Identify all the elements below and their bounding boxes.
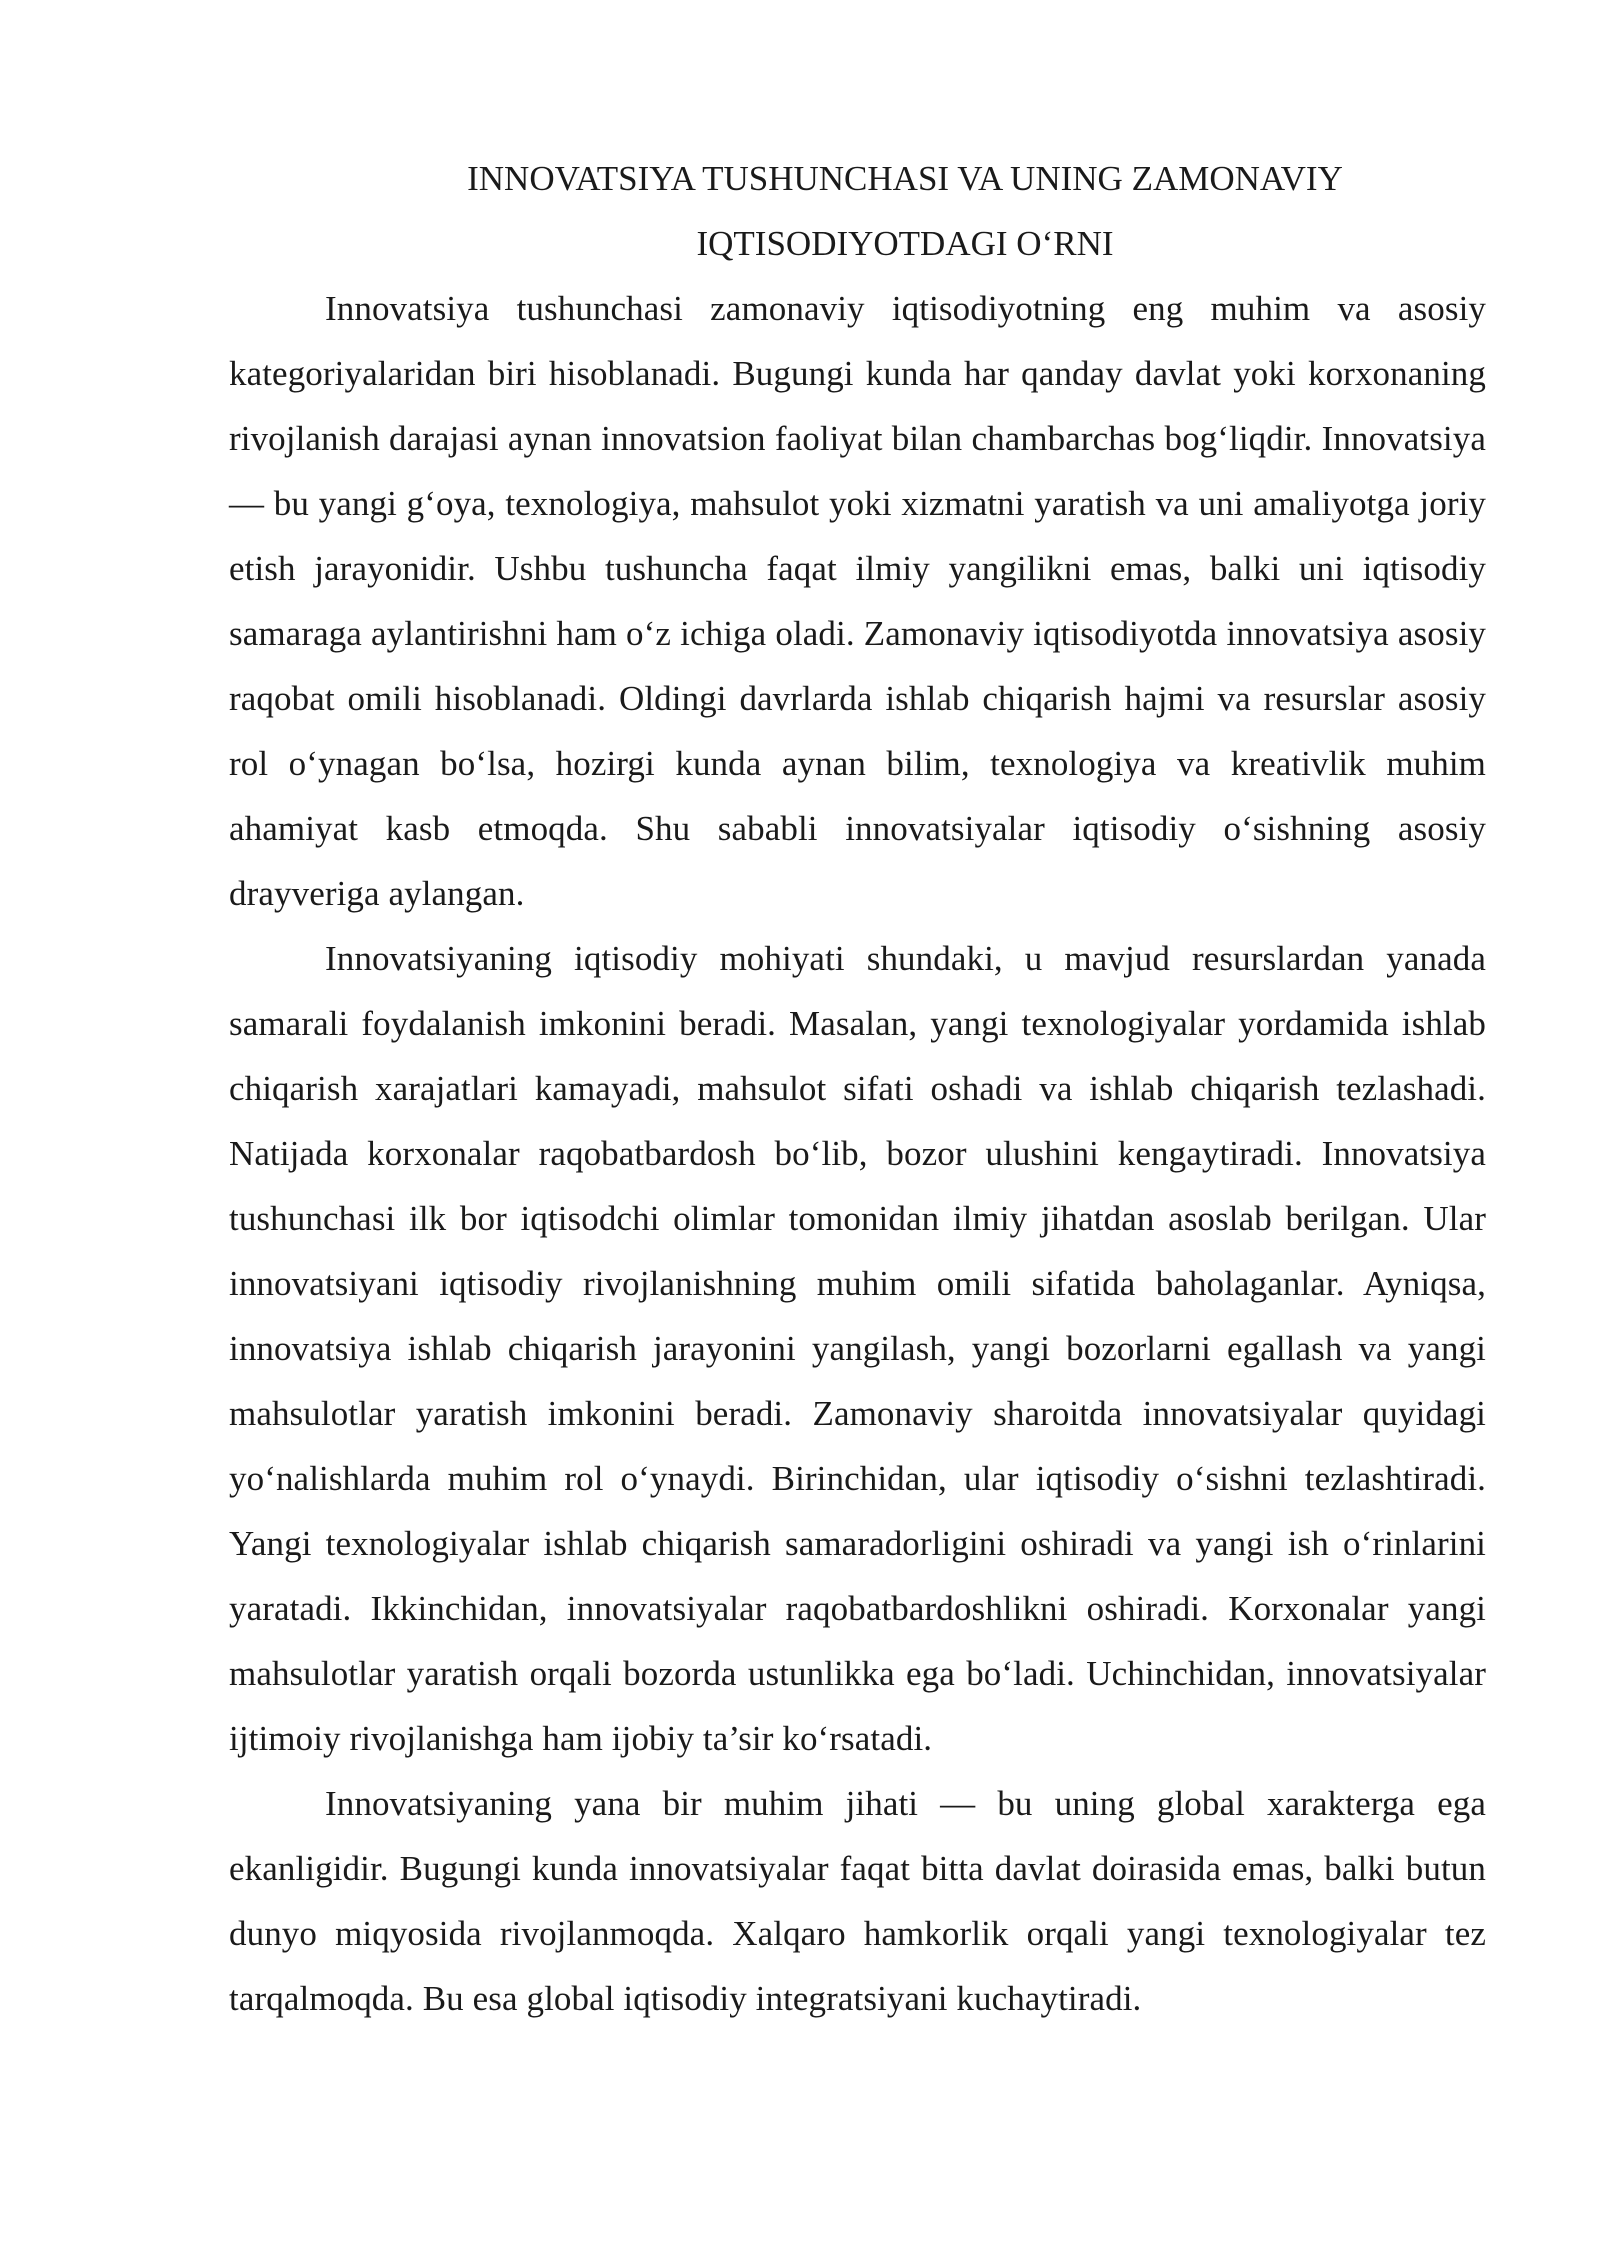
paragraph-3: Innovatsiyaning yana bir muhim jihati — bu uning global xarakterga ega ekanligidir. Bugungi kunda innovatsiyalar faqat bitta davlat doirasida emas, balki butun dunyo miqyosida rivojlanmoqda. Xalqaro hamkorlik orqali yangi texnologiyalar tez tarqalmoqda. Bu esa global iqtisodiy integratsiyani kuchaytiradi. (229, 1784, 1486, 2018)
document-content (229, 146, 1486, 2031)
paragraph-1: Innovatsiya tushunchasi zamonaviy iqtisodiyotning eng muhim va asosiy kategoriyalaridan biri hisoblanadi. Bugungi kunda har qanday davlat yoki korxonaning rivojlanish darajasi aynan innovatsion faoliyat bilan chambarchas bog‘liqdir. Innovatsiya — bu yangi g‘oya, texnologiya, mahsulot yoki xizmatni yaratish va uni amaliyotga joriy etish jarayonidir. Ushbu tushuncha faqat ilmiy yangilikni emas, balki uni iqtisodiy samaraga aylantirishni ham o‘z ichiga oladi. Zamonaviy iqtisodiyotda innovatsiya asosiy raqobat omili hisoblanadi. Oldingi davrlarda ishlab chiqarish hajmi va resurslar asosiy rol o‘ynagan bo‘lsa, hozirgi kunda aynan bilim, texnologiya va kreativlik muhim ahamiyat kasb etmoqda. Shu sababli innovatsiyalar iqtisodiy o‘sishning asosiy drayveriga aylangan. (229, 289, 1486, 913)
title-line-2: IQTISODIYOTDAGI O‘RNI (696, 224, 1114, 263)
paragraph-2: Innovatsiyaning iqtisodiy mohiyati shundaki, u mavjud resurslardan yanada samarali foydalanish imkonini beradi. Masalan, yangi texnologiyalar yordamida ishlab chiqarish xarajatlari kamayadi, mahsulot sifati oshadi va ishlab chiqarish tezlashadi. Natijada korxonalar raqobatbardosh bo‘lib, bozor ulushini kengaytiradi. Innovatsiya tushunchasi ilk bor iqtisodchi olimlar tomonidan ilmiy jihatdan asoslab berilgan. Ular innovatsiyani iqtisodiy rivojlanishning muhim omili sifatida baholaganlar. Ayniqsa, innovatsiya ishlab chiqarish jarayonini yangilash, yangi bozorlarni egallash va yangi mahsulotlar yaratish imkonini beradi. Zamonaviy sharoitda innovatsiyalar quyidagi yo‘nalishlarda muhim rol o‘ynaydi. Birinchidan, ular iqtisodiy o‘sishni tezlashtiradi. Yangi texnologiyalar ishlab chiqarish samaradorligini oshiradi va yangi ish o‘rinlarini yaratadi. Ikkinchidan, innovatsiyalar raqobatbardoshlikni oshiradi. Korxonalar yangi mahsulotlar yaratish orqali bozorda ustunlikka ega bo‘ladi. Uchinchidan, innovatsiyalar ijtimoiy rivojlanishga ham ijobiy ta’sir ko‘rsatadi. (229, 939, 1486, 1758)
title-line-1: INNOVATSIYA TUSHUNCHASI VA UNING ZAMONAVIY (467, 159, 1343, 198)
document-title (229, 146, 1486, 276)
